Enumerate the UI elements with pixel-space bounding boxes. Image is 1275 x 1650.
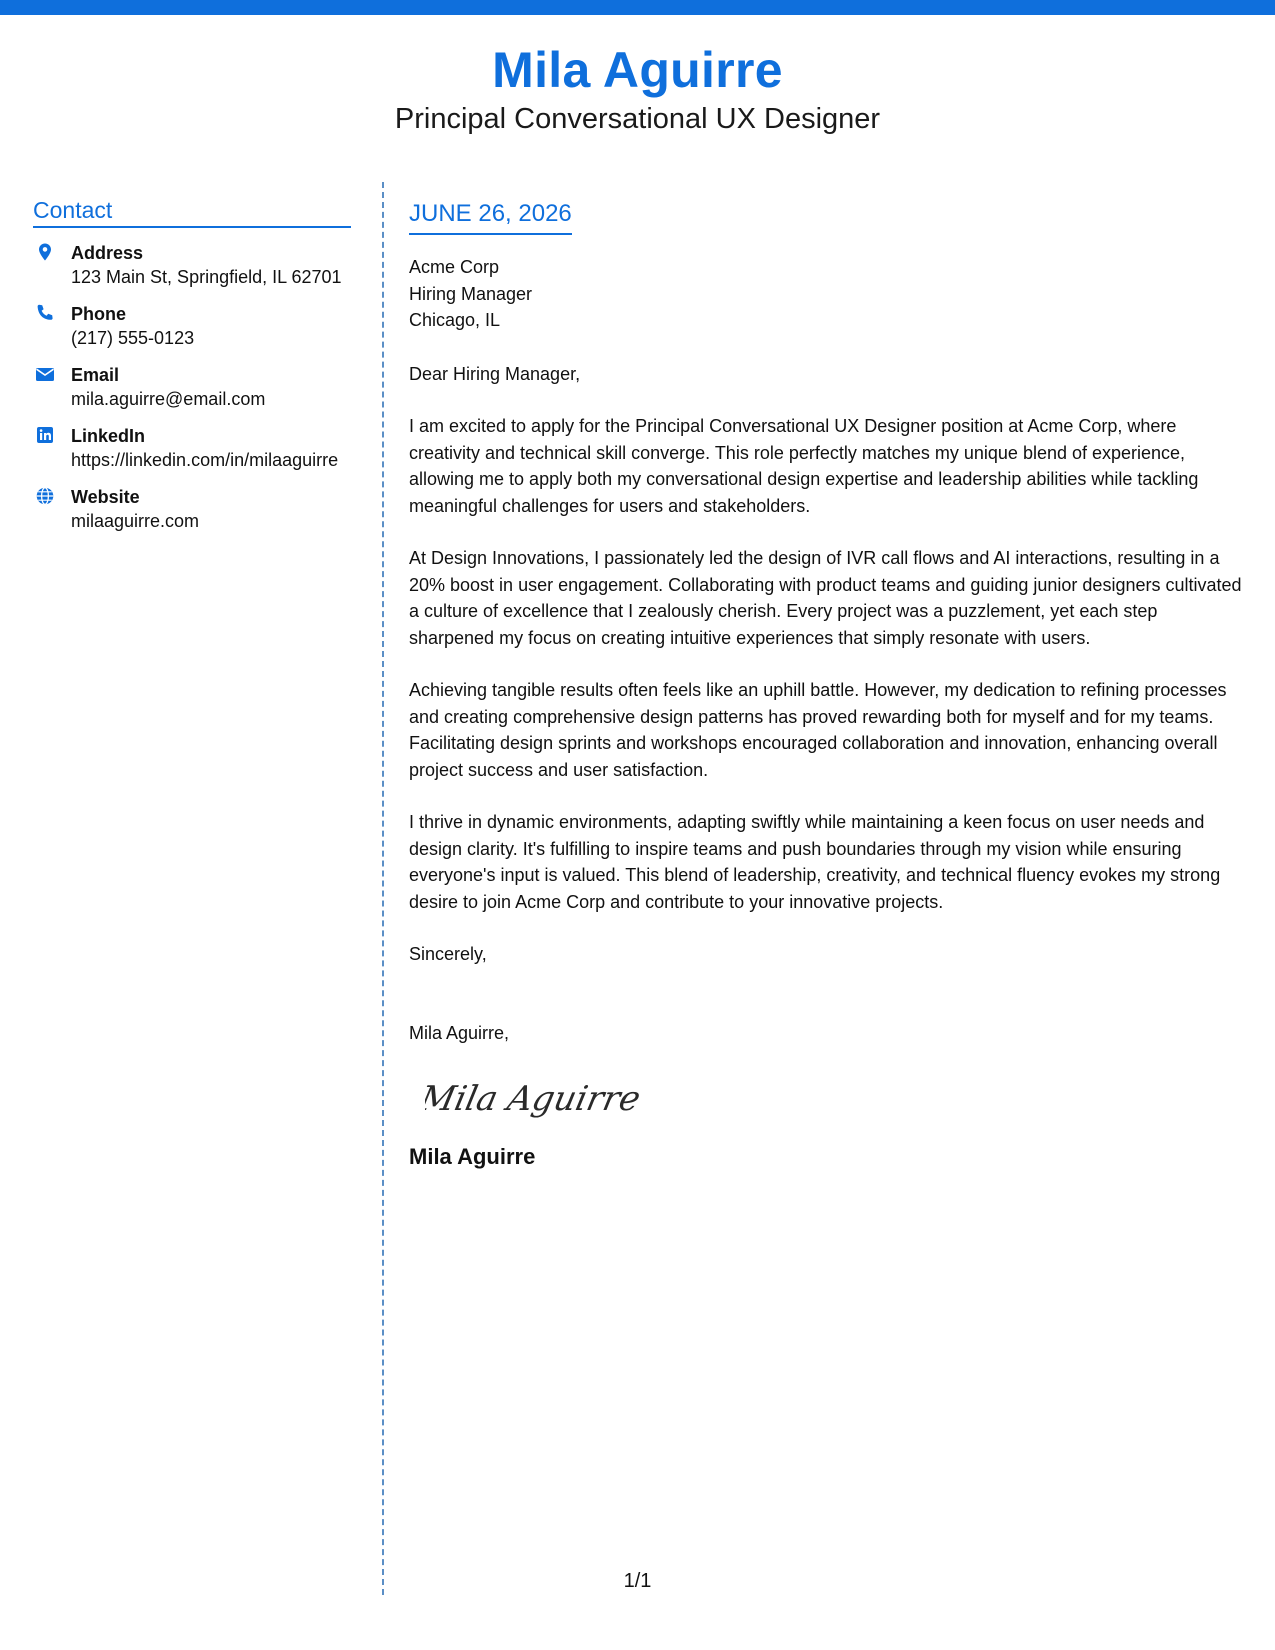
recipient-location: Chicago, IL	[409, 310, 501, 330]
closing: Sincerely,	[409, 944, 487, 964]
top-accent-bar	[0, 0, 1275, 15]
map-pin-icon	[35, 242, 55, 262]
contact-address	[33, 241, 351, 289]
letter-date: JUNE 26, 2026	[409, 198, 572, 235]
contact-email	[33, 363, 351, 411]
applicant-name: Mila Aguirre	[492, 42, 783, 98]
contact-sidebar	[33, 195, 351, 533]
contact-phone	[33, 302, 351, 350]
page-number: 1/1	[623, 1570, 652, 1592]
body-paragraph: I am excited to apply for the Principal Conversational UX Designer position at Acme Corp, where creativity and technical skill converge. This role perfectly matches my unique blend of experience, allowing me to apply both my conversational design expertise and leadership abilities while tackling meaningful challenges for users and stakeholders.	[409, 416, 1199, 516]
contact-label: LinkedIn	[71, 426, 146, 446]
body-paragraph: I thrive in dynamic environments, adapting swiftly while maintaining a keen focus on user needs and design clarity. It's fulfilling to inspire teams and push boundaries through my vision while ensuring everyone's input is valued. This blend of leadership, creativity, and technical fluency evokes my strong desire to join Acme Corp and contribute to your innovative projects.	[409, 812, 1221, 912]
phone-icon	[35, 303, 55, 323]
linkedin-value: https://linkedin.com/in/milaaguirre	[71, 450, 339, 470]
recipient-role: Hiring Manager	[409, 283, 533, 304]
recipient-block	[409, 254, 1245, 334]
contact-label: Email	[71, 365, 120, 385]
address-value: 123 Main St, Springfield, IL 62701	[71, 267, 342, 287]
applicant-title: Principal Conversational UX Designer	[394, 103, 881, 135]
recipient-company: Acme Corp	[409, 257, 500, 277]
body-paragraph: Achieving tangible results often feels like an uphill battle. However, my dedication to refining processes and creating comprehensive design patterns has proved rewarding both for myself and for my teams. Facilitating design sprints and workshops encouraged collaboration and innovation, enhancing overall project success and user satisfaction.	[409, 680, 1227, 780]
contact-linkedin	[33, 424, 351, 472]
handwritten-signature	[425, 1068, 665, 1126]
globe-icon	[35, 486, 55, 506]
svg-text:Mila Aguirre: Mila Aguirre	[425, 1079, 644, 1119]
contact-heading: Contact	[33, 195, 351, 228]
salutation: Dear Hiring Manager,	[409, 363, 581, 384]
email-value: mila.aguirre@email.com	[71, 389, 266, 409]
contact-label: Website	[71, 487, 140, 507]
contact-label: Address	[71, 243, 144, 263]
linkedin-icon	[35, 425, 55, 445]
letter-body	[409, 198, 1245, 1171]
column-divider	[382, 182, 384, 1595]
letter-header	[0, 40, 1275, 136]
contact-label: Phone	[71, 304, 127, 324]
signoff: Mila Aguirre,	[409, 1022, 510, 1043]
phone-value: (217) 555-0123	[71, 328, 195, 348]
envelope-icon	[35, 364, 55, 384]
signed-name: Mila Aguirre	[409, 1144, 536, 1169]
body-paragraph: At Design Innovations, I passionately led the design of IVR call flows and AI interactions, resulting in a 20% boost in user engagement. Collaborating with product teams and guiding junior designers cultivated a culture of excellence that I zealously cherish. Every project was a puzzlement, yet each step sharpened my focus on creating intuitive experiences that simply resonate with users.	[409, 548, 1242, 648]
website-value: milaaguirre.com	[71, 511, 200, 531]
contact-website	[33, 485, 351, 533]
